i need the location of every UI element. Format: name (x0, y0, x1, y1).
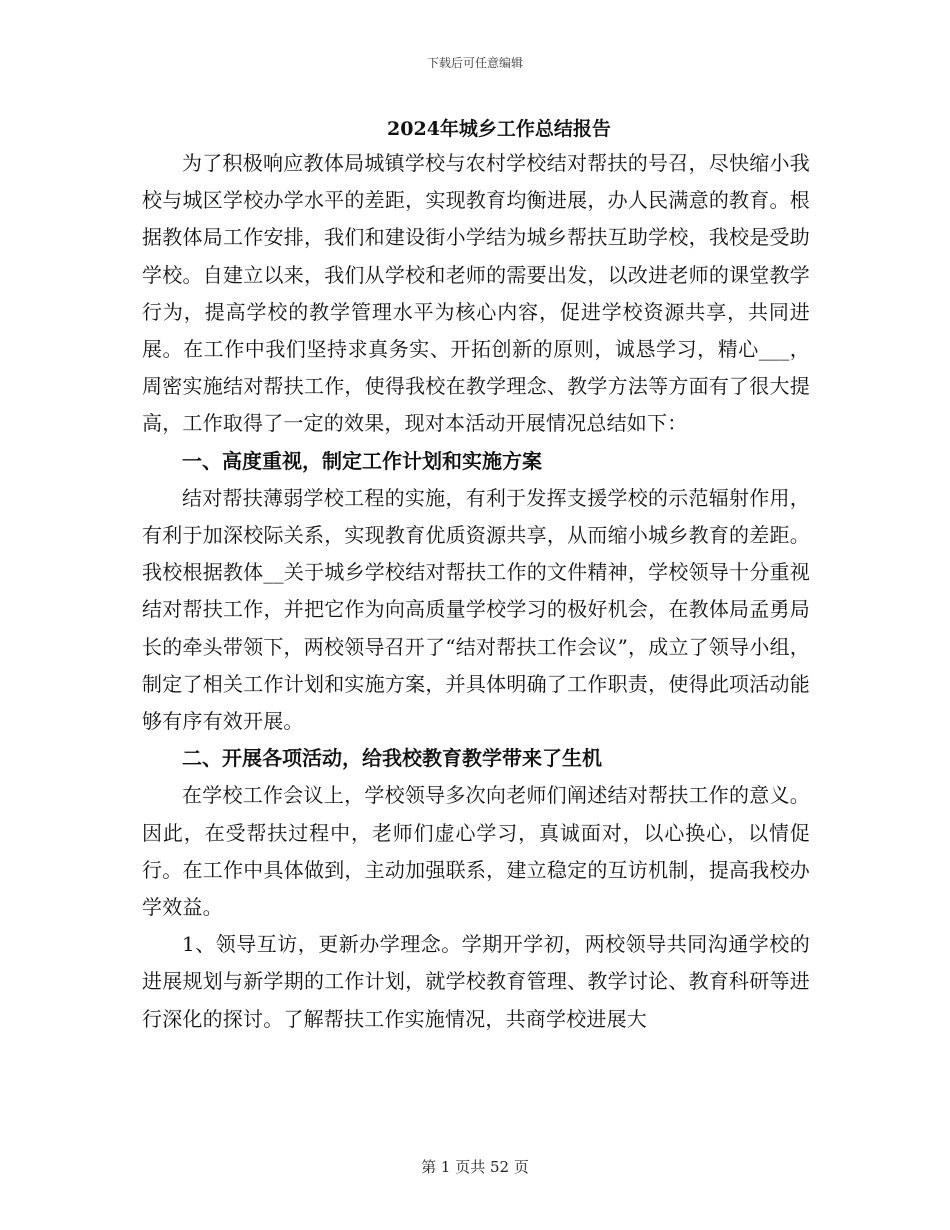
page-number: 第 1 页共 52 页 (421, 1158, 529, 1176)
intro-paragraph: 为了积极响应教体局城镇学校与农村学校结对帮扶的号召，尽快缩小我校与城区学校办学水平的差距，实现教育均衡进展，办人民满意的教育。根据教体局工作安排，我们和建设街小学结为城乡帮扶互助学校，我校是受助学校。自建立以来，我们从学校和老师的需要出发，以改进老师的课堂教学行为，提高学校的教学管理水平为核心内容，促进学校资源共享，共同进展。在工作中我们坚持求真务实、开拓创新的原则，诚恳学习，精心___，周密实施结对帮扶工作，使得我校在教学理念、教学方法等方面有了很大提高，工作取得了一定的效果，现对本活动开展情况总结如下： (142, 151, 810, 436)
document-body (142, 145, 810, 1038)
section-2-item-1-paragraph: 1、领导互访，更新办学理念。学期开学初，两校领导共同沟通学校的进展规划与新学期的工作计划，就学校教育管理、教学讨论、教育科研等进行深化的探讨。了解帮扶工作实施情况，共商学校进展大 (142, 932, 810, 1031)
page-header-note: 下载后可任意编辑 (426, 56, 523, 70)
section-2-paragraph: 在学校工作会议上，学校领导多次向老师们阐述结对帮扶工作的意义。因此，在受帮扶过程中，老师们虚心学习，真诚面对，以心换心，以情促行。在工作中具体做到，主动加强联系，建立稳定的互访机制，提高我校办学效益。 (142, 783, 810, 920)
section-1-paragraph: 结对帮扶薄弱学校工程的实施，有利于发挥支援学校的示范辐射作用，有利于加深校际关系，实现教育优质资源共享，从而缩小城乡教育的差距。我校根据教体__关于城乡学校结对帮扶工作的文件精神，学校领导十分重视结对帮扶工作，并把它作为向高质量学校学习的极好机会，在教体局孟勇局长的牵头带领下，两校领导召开了“结对帮扶工作会议”，成立了领导小组，制定了相关工作计划和实施方案，并具体明确了工作职责，使得此项活动能够有序有效开展。 (142, 485, 810, 734)
section-heading-1: 一、高度重视，制定工作计划和实施方案 (182, 448, 542, 473)
section-heading-2: 二、开展各项活动，给我校教育教学带来了生机 (182, 746, 602, 771)
document-title: 2024年城乡工作总结报告 (387, 118, 611, 140)
